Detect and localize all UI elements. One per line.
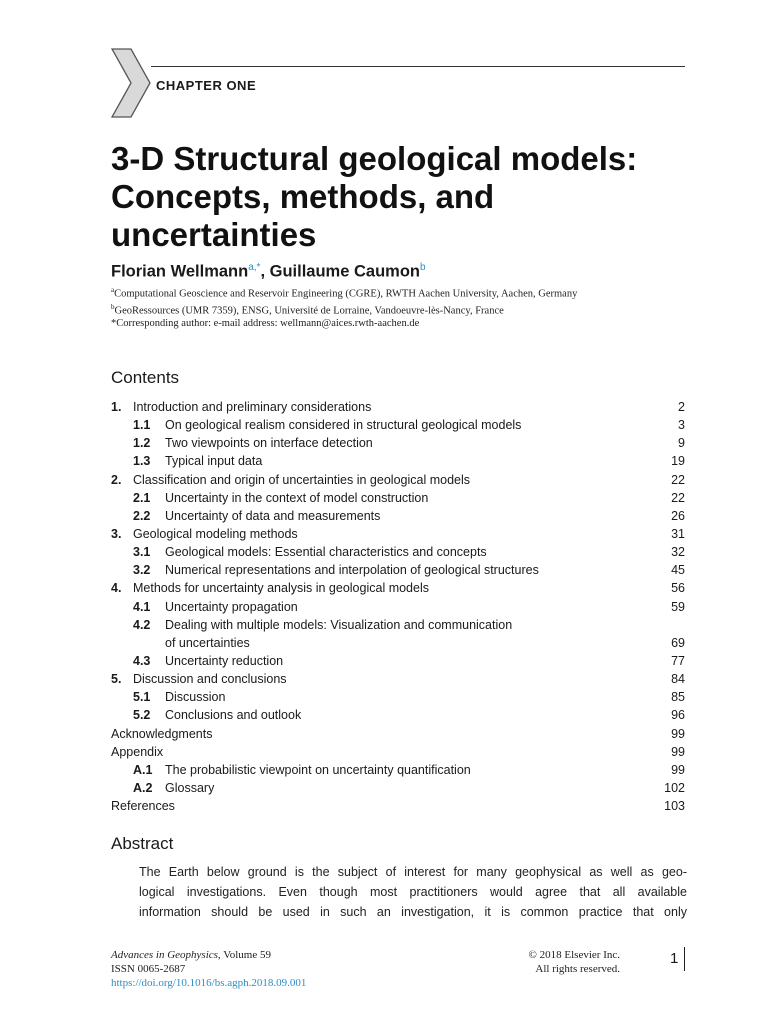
toc-entry-number: A.2	[133, 780, 153, 795]
toc-entry-label: References	[111, 799, 175, 814]
toc-entry-page: 32	[671, 545, 685, 560]
chapter-chevron-icon	[111, 48, 151, 118]
toc-entry-number: 1.1	[133, 418, 151, 433]
toc-entry-number: 4.2	[133, 617, 151, 632]
toc-entry-label: Geological modeling methods	[133, 526, 298, 541]
toc-entry-label: On geological realism considered in structural geological models	[165, 418, 522, 433]
toc-entry[interactable]	[111, 416, 685, 434]
toc-entry-page: 59	[671, 599, 685, 614]
toc-entry-number: 4.1	[133, 599, 151, 614]
toc-entry-number: 2.2	[133, 508, 151, 523]
toc-entry-page: 96	[671, 708, 685, 723]
toc-entry-page: 19	[671, 454, 685, 469]
toc-entry[interactable]	[111, 652, 685, 670]
abstract-heading: Abstract	[111, 834, 174, 853]
toc-entry-label: The probabilistic viewpoint on uncertainty quantification	[165, 762, 471, 777]
toc-entry-label: Conclusions and outlook	[165, 708, 302, 723]
toc-entry[interactable]	[111, 706, 685, 724]
toc-entry-page: 99	[671, 726, 685, 741]
toc-entry-number: 5.	[111, 672, 122, 687]
toc-entry-label: Classification and origin of uncertainties in geological models	[133, 472, 470, 487]
toc-entry[interactable]	[111, 561, 685, 579]
toc-entry-number: 2.	[111, 472, 122, 487]
contents-heading: Contents	[111, 368, 180, 387]
toc-entry-number: 3.1	[133, 545, 151, 560]
journal-name: Advances in Geophysics	[111, 949, 218, 961]
toc-entry-label: Uncertainty reduction	[165, 653, 284, 668]
toc-entry[interactable]	[111, 761, 685, 779]
toc-entry[interactable]	[111, 452, 685, 470]
abstract-line: information should be used in such an investigation, it is common practice that only	[139, 905, 687, 919]
toc-entry-page: 85	[671, 690, 685, 705]
page-number-rule	[684, 947, 685, 971]
author-affiliation-marker: a,*	[248, 262, 261, 273]
toc-entry-label: Typical input data	[165, 454, 263, 469]
page-number: 1	[670, 950, 679, 967]
toc-entry-page: 45	[671, 563, 685, 578]
author-list	[111, 262, 426, 282]
toc-entry-page: 99	[671, 744, 685, 759]
toc-entry-page: 26	[671, 508, 685, 523]
toc-entry-number: 3.2	[133, 563, 151, 578]
toc-entry-label: Dealing with multiple models: Visualization and communication	[165, 617, 513, 632]
affiliations	[111, 284, 685, 330]
footer-citation	[111, 948, 306, 990]
corresponding-author: *Corresponding author: e-mail address: wellmann@aices.rwth-aachen.de	[111, 318, 420, 329]
toc-entry-label: Acknowledgments	[111, 726, 213, 741]
table-of-contents	[111, 398, 685, 815]
toc-entry-number: 5.1	[133, 690, 151, 705]
toc-entry-label: Appendix	[111, 744, 164, 759]
toc-entry-number: 1.	[111, 400, 122, 414]
toc-entry-number: 4.	[111, 581, 122, 596]
toc-entry[interactable]	[111, 616, 685, 634]
journal-volume: , Volume 59	[217, 949, 271, 961]
toc-entry-page: 9	[678, 436, 685, 451]
toc-entry-label: Introduction and preliminary considerations	[133, 400, 372, 414]
toc-entry-label: Uncertainty in the context of model construction	[165, 490, 429, 505]
footer-copyright	[480, 948, 620, 976]
toc-entry-label: of uncertainties	[165, 635, 250, 650]
toc-entry-label: Glossary	[165, 780, 215, 795]
author-name: Florian Wellmann	[111, 262, 249, 281]
toc-entry[interactable]	[111, 725, 685, 743]
toc-entry-number: 1.3	[133, 454, 151, 469]
affiliation: $^b$GeoRessources (UMR 7359), ENSG, Université de Lorraine, Vandoeuvre-lès-Nancy, France	[111, 302, 504, 316]
toc-entry-label: Two viewpoints on interface detection	[165, 436, 373, 451]
toc-entry[interactable]	[111, 489, 685, 507]
toc-entry-label: Methods for uncertainty analysis in geological models	[133, 581, 429, 596]
toc-entry[interactable]	[111, 670, 685, 688]
chapter-rule	[151, 66, 685, 67]
toc-entry[interactable]	[111, 797, 685, 815]
toc-entry-label: Uncertainty propagation	[165, 599, 298, 614]
toc-entry-number: 3.	[111, 526, 122, 541]
toc-entry-page: 56	[671, 581, 685, 596]
author-separator: ,	[260, 262, 270, 281]
abstract-text	[139, 862, 687, 922]
toc-entry-number: 1.2	[133, 436, 151, 451]
toc-entry-page: 2	[678, 400, 685, 414]
toc-entry[interactable]	[111, 525, 685, 543]
toc-entry-page	[655, 616, 685, 634]
toc-entry-page: 77	[671, 653, 685, 668]
toc-entry-label: Uncertainty of data and measurements	[165, 508, 381, 523]
chapter-label: CHAPTER ONE	[156, 78, 257, 93]
toc-entry[interactable]	[111, 471, 685, 489]
issn: ISSN 0065-2687	[111, 963, 186, 975]
toc-entry-label: Geological models: Essential characteristics and concepts	[165, 545, 487, 560]
rights: All rights reserved.	[535, 963, 620, 975]
toc-entry-page: 31	[671, 526, 685, 541]
toc-entry[interactable]	[111, 598, 685, 616]
toc-entry[interactable]	[111, 507, 685, 525]
paper-title: 3-D Structural geological models: Concepts, methods, and uncertainties	[111, 140, 638, 253]
toc-entry-number: 2.1	[133, 490, 151, 505]
toc-entry[interactable]	[111, 688, 685, 706]
toc-entry[interactable]	[111, 779, 685, 797]
toc-entry-page: 103	[664, 799, 685, 814]
toc-entry-label: Numerical representations and interpolation of geological structures	[165, 563, 539, 578]
toc-entry-page: 22	[671, 472, 685, 487]
toc-entry[interactable]	[111, 398, 685, 416]
toc-entry-label: Discussion and conclusions	[133, 672, 287, 687]
toc-entry-page: 69	[671, 635, 685, 650]
toc-entry[interactable]	[111, 543, 685, 561]
toc-entry-number: A.1	[133, 762, 153, 777]
copyright: © 2018 Elsevier Inc.	[528, 949, 620, 961]
abstract-line: logical investigations. Even though most practitioners would agree that all available	[139, 885, 687, 899]
toc-entry[interactable]	[111, 634, 685, 652]
toc-entry[interactable]	[111, 579, 685, 597]
toc-entry[interactable]	[111, 743, 685, 761]
doi-link[interactable]: https://doi.org/10.1016/bs.agph.2018.09.001	[111, 977, 307, 989]
toc-entry-number: 4.3	[133, 653, 151, 668]
toc-entry-page: 84	[671, 672, 685, 687]
toc-entry-number: 5.2	[133, 708, 151, 723]
toc-entry-page: 3	[678, 418, 685, 433]
affiliation: $^a$Computational Geoscience and Reservoir Engineering (CGRE), RWTH Aachen University, Aachen, Germany	[111, 286, 578, 300]
abstract-line: The Earth below ground is the subject of interest for many geophysical as well as geo-	[139, 865, 687, 879]
toc-entry-page: 102	[664, 780, 685, 795]
toc-entry-page: 22	[671, 490, 685, 505]
toc-entry-page: 99	[671, 762, 685, 777]
toc-entry-label: Discussion	[165, 690, 226, 705]
toc-entry[interactable]	[111, 434, 685, 452]
author-name: Guillaume Caumon	[269, 262, 420, 281]
author-affiliation-marker: b	[419, 262, 426, 273]
